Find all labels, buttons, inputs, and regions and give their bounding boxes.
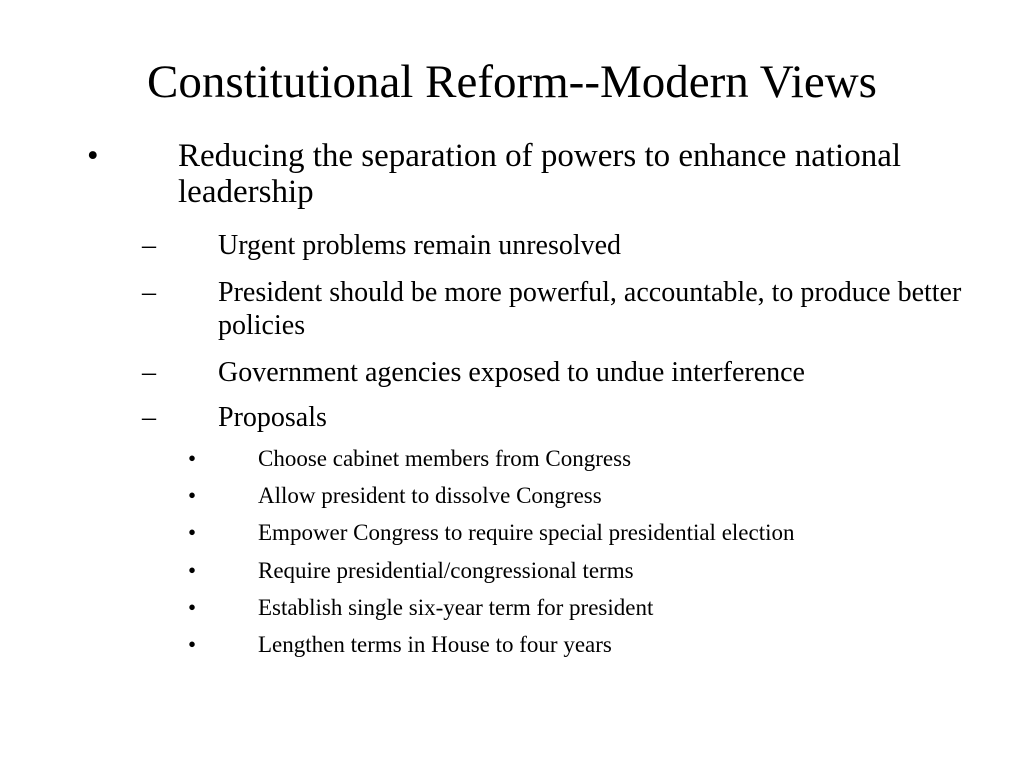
main-bullet-text: Reducing the separation of powers to enhance national leadership [178,138,902,210]
dash-marker: – [142,277,156,308]
proposal-text: Lengthen terms in House to four years [258,632,612,657]
bullet-marker: • [188,558,197,583]
proposal-text: Empower Congress to require special presidential election [258,520,795,545]
sub-bullet-text: President should be more powerful, accountable, to produce better policies [218,277,962,341]
slide-title: Constitutional Reform--Modern Views [147,56,877,108]
bullet-marker: • [188,632,197,657]
sub-bullet-text: Government agencies exposed to undue interference [218,357,805,388]
dash-marker: – [142,402,156,433]
bullet-marker: • [188,595,197,620]
sub-bullet-text: Proposals [218,402,327,433]
dash-marker: – [142,230,156,261]
sub-bullet-text: Urgent problems remain unresolved [218,230,622,261]
bullet-marker: • [188,520,197,545]
bullet-marker: • [188,446,197,471]
proposal-text: Choose cabinet members from Congress [258,446,632,471]
bullet-marker: • [188,483,197,508]
proposal-text: Allow president to dissolve Congress [258,483,602,508]
dash-marker: – [142,357,156,388]
proposal-text: Establish single six-year term for president [258,595,654,620]
proposal-text: Require presidential/congressional terms [258,558,634,583]
bullet-marker: • [87,138,99,174]
